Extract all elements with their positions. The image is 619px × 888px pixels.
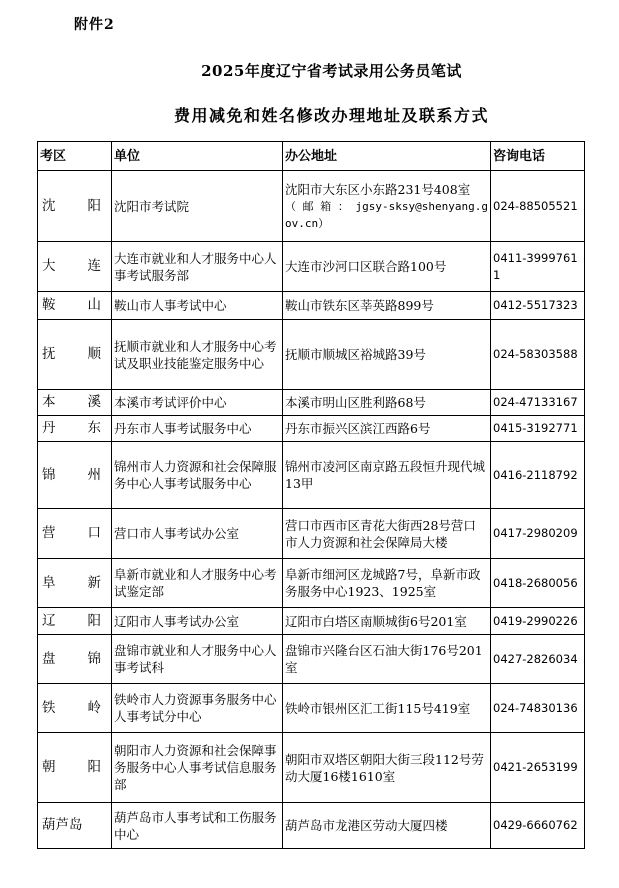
cell-area: 朝阳 [38, 733, 112, 803]
cell-unit: 葫芦岛市人事考试和工伤服务中心 [112, 803, 283, 849]
cell-unit: 抚顺市就业和人才服务中心考试及职业技能鉴定服务中心 [112, 320, 283, 390]
address-text: 本溪市明山区胜利路68号 [285, 395, 426, 410]
cell-phone: 0416-2118792 [491, 442, 585, 509]
cell-area: 沈阳 [38, 171, 112, 242]
page-subtitle: 费用减免和姓名修改办理地址及联系方式 [173, 106, 489, 125]
cell-address [283, 803, 491, 849]
table-row [38, 171, 585, 242]
cell-phone: 024-88505521 [491, 171, 585, 242]
cell-unit: 营口市人事考试办公室 [112, 509, 283, 559]
cell-address [283, 635, 491, 684]
address-text: 丹东市振兴区滨江西路6号 [285, 421, 431, 436]
address-text: 抚顺市顺城区裕城路39号 [285, 347, 426, 362]
cell-unit: 朝阳市人力资源和社会保障事务服务中心人事考试信息服务部 [112, 733, 283, 803]
address-text: 沈阳市大东区小东路231号408室 [285, 181, 471, 197]
header-phone: 咨询电话 [491, 142, 585, 171]
cell-area: 葫芦岛 [38, 803, 112, 849]
cell-area: 锦州 [38, 442, 112, 509]
address-text: 锦州市凌河区南京路五段恒升现代城13甲 [285, 459, 486, 491]
address-text: 营口市西市区青花大街西28号营口市人力资源和社会保障局大楼 [285, 517, 476, 550]
address-text: 大连市沙河口区联合路100号 [285, 259, 447, 274]
cell-unit: 铁岭市人力资源事务服务中心人事考试分中心 [112, 684, 283, 733]
cell-address [283, 292, 491, 320]
cell-address [283, 320, 491, 390]
cell-area: 盘锦 [38, 635, 112, 684]
cell-phone: 0417-2980209 [491, 509, 585, 559]
cell-address [283, 509, 491, 559]
cell-address [283, 390, 491, 416]
cell-area: 鞍山 [38, 292, 112, 320]
table-row [38, 416, 585, 442]
page-title: 2025年度辽宁省考试录用公务员笔试 [201, 62, 462, 80]
cell-area: 营口 [38, 509, 112, 559]
table-row [38, 390, 585, 416]
cell-area: 阜新 [38, 559, 112, 608]
table-row [38, 559, 585, 608]
address-text: 盘锦市兴隆台区石油大街176号201室 [285, 643, 483, 675]
cell-address [283, 559, 491, 608]
cell-phone: 0421-2653199 [491, 733, 585, 803]
cell-area: 丹东 [38, 416, 112, 442]
cell-address [283, 608, 491, 635]
cell-phone: 0419-2990226 [491, 608, 585, 635]
cell-unit: 阜新市就业和人才服务中心考试鉴定部 [112, 559, 283, 608]
cell-unit: 辽阳市人事考试办公室 [112, 608, 283, 635]
cell-phone: 0415-3192771 [491, 416, 585, 442]
cell-area: 本溪 [38, 390, 112, 416]
cell-unit: 盘锦市就业和人才服务中心人事考试科 [112, 635, 283, 684]
email-text: （ 邮 箱 ： jgsy-sksy@shenyang.gov.cn） [285, 199, 488, 230]
cell-area: 辽阳 [38, 608, 112, 635]
cell-address [283, 733, 491, 803]
table-header-row [38, 142, 585, 171]
table-row [38, 320, 585, 390]
header-unit: 单位 [112, 142, 283, 171]
cell-phone: 024-74830136 [491, 684, 585, 733]
cell-phone: 0429-6660762 [491, 803, 585, 849]
table-row [38, 803, 585, 849]
table-row [38, 509, 585, 559]
cell-phone: 024-58303588 [491, 320, 585, 390]
address-text: 鞍山市铁东区莘英路899号 [285, 298, 434, 313]
header-address: 办公地址 [283, 142, 491, 171]
cell-phone: 0412-5517323 [491, 292, 585, 320]
cell-unit: 丹东市人事考试服务中心 [112, 416, 283, 442]
cell-unit: 鞍山市人事考试中心 [112, 292, 283, 320]
table-row [38, 242, 585, 292]
address-text: 朝阳市双塔区朝阳大街三段112号劳动大厦16楼1610室 [285, 751, 484, 784]
cell-unit: 大连市就业和人才服务中心人事考试服务部 [112, 242, 283, 292]
address-text: 阜新市细河区龙城路7号，阜新市政务服务中心1923、1925室 [285, 567, 481, 599]
address-text: 铁岭市银州区汇工街115号419室 [285, 700, 471, 716]
cell-area: 铁岭 [38, 684, 112, 733]
table-row [38, 292, 585, 320]
cell-area: 大连 [38, 242, 112, 292]
attachment-label: 附件2 [74, 17, 115, 33]
address-text: 葫芦岛市龙港区劳动大厦四楼 [285, 818, 448, 833]
cell-phone: 0411-39997611 [491, 242, 585, 292]
cell-address [283, 171, 491, 242]
table-row [38, 635, 585, 684]
contact-table [37, 141, 585, 849]
cell-unit: 沈阳市考试院 [112, 171, 283, 242]
table-row [38, 442, 585, 509]
table-row [38, 733, 585, 803]
cell-address [283, 416, 491, 442]
cell-phone: 0418-2680056 [491, 559, 585, 608]
cell-address [283, 242, 491, 292]
table-row [38, 684, 585, 733]
cell-address [283, 684, 491, 733]
cell-phone: 024-47133167 [491, 390, 585, 416]
header-area: 考区 [38, 142, 112, 171]
cell-unit: 锦州市人力资源和社会保障服务中心人事考试服务中心 [112, 442, 283, 509]
cell-unit: 本溪市考试评价中心 [112, 390, 283, 416]
table-row [38, 608, 585, 635]
cell-area: 抚顺 [38, 320, 112, 390]
cell-address [283, 442, 491, 509]
address-text: 辽阳市白塔区南顺城街6号201室 [285, 613, 467, 629]
cell-phone: 0427-2826034 [491, 635, 585, 684]
